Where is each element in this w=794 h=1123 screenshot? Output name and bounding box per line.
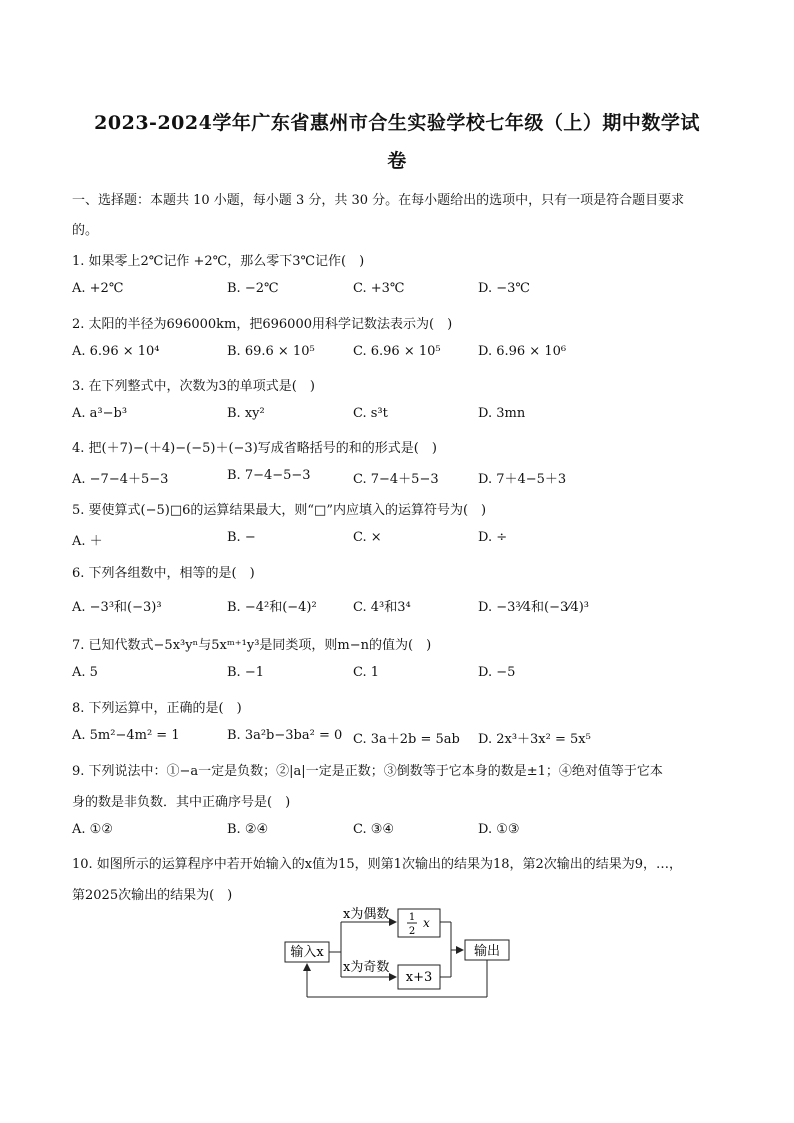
option-a: A. 5m²−4m² = 1 bbox=[72, 728, 180, 743]
option-d: D. −5 bbox=[478, 665, 516, 680]
option-c: C. × bbox=[353, 530, 382, 545]
question-5-stem: 5. 要使算式(−5)□6的运算结果最大，则“□”内应填入的运算符号为( ) bbox=[72, 503, 487, 518]
plus-3-label: x+3 bbox=[405, 970, 433, 985]
section-heading-line2: 的。 bbox=[72, 223, 99, 238]
option-c: C. 3a＋2b = 5ab bbox=[353, 732, 460, 747]
option-d: D. ÷ bbox=[478, 530, 508, 545]
section-heading-line1: 一、选择题：本题共 10 小题，每小题 3 分，共 30 分。在每小题给出的选项中，只有一项是符合题目要求 bbox=[72, 193, 685, 208]
question-10-stem: 10. 如图所示的运算程序中若开始输入的x值为15，则第1次输出的结果为18，第2次输出的结果为9，…， bbox=[72, 857, 683, 872]
question-4-stem: 4. 把(＋7)−(＋4)−(−5)＋(−3)写成省略括号的和的形式是( ) bbox=[72, 441, 437, 456]
option-d: D. ①③ bbox=[478, 822, 520, 837]
exam-title-line2: 卷 bbox=[387, 150, 407, 172]
option-d: D. 2x³＋3x² = 5x⁵ bbox=[478, 732, 591, 747]
question-9-options bbox=[72, 822, 732, 840]
option-c: C. ③④ bbox=[353, 822, 395, 837]
even-label: x为偶数 bbox=[343, 907, 390, 922]
option-d: D. −3℃ bbox=[478, 281, 530, 296]
option-d: D. 6.96 × 10⁶ bbox=[478, 344, 567, 359]
option-c: C. 6.96 × 10⁵ bbox=[353, 344, 441, 359]
question-7-stem: 7. 已知代数式−5x³yⁿ与5xᵐ⁺¹y³是同类项，则m−n的值为( ) bbox=[72, 638, 432, 653]
option-d: D. 3mn bbox=[478, 406, 526, 421]
question-4-options bbox=[72, 468, 732, 486]
question-3-options bbox=[72, 406, 732, 424]
question-3-stem: 3. 在下列整式中，次数为3的单项式是( ) bbox=[72, 379, 315, 394]
option-a: A. ①② bbox=[72, 822, 113, 837]
option-a: A. +2℃ bbox=[72, 281, 124, 296]
input-label: 输入x bbox=[290, 945, 324, 960]
question-1-stem: 1. 如果零上2℃记作 +2℃，那么零下3℃记作( ) bbox=[72, 254, 365, 269]
flow-diagram bbox=[283, 905, 513, 1001]
question-1-options bbox=[72, 281, 732, 299]
option-c: C. s³t bbox=[353, 406, 388, 421]
option-b: B. −1 bbox=[227, 665, 264, 680]
option-b: B. − bbox=[227, 530, 256, 545]
option-a: A. −3³和(−3)³ bbox=[72, 600, 162, 615]
fraction-numerator: 1 bbox=[408, 912, 416, 923]
option-d: D. 7＋4−5＋3 bbox=[478, 472, 567, 487]
option-c: C. 7−4＋5−3 bbox=[353, 472, 439, 487]
question-9-stem: 9. 下列说法中：①−a一定是负数；②|a|一定是正数；③倒数等于它本身的数是±1；④绝对值等于它本 bbox=[72, 764, 663, 779]
question-8-stem: 8. 下列运算中，正确的是( ) bbox=[72, 701, 242, 716]
question-9-stem-cont: 身的数是非负数．其中正确序号是( ) bbox=[72, 795, 291, 810]
option-b: B. 7−4−5−3 bbox=[227, 468, 311, 483]
option-b: B. 69.6 × 10⁵ bbox=[227, 344, 315, 359]
option-a: A. −7−4＋5−3 bbox=[72, 472, 169, 487]
fraction-denominator: 2 bbox=[408, 926, 416, 937]
option-a: A. 6.96 × 10⁴ bbox=[72, 344, 160, 359]
question-10-stem-cont: 第2025次输出的结果为( ) bbox=[72, 888, 233, 903]
odd-label: x为奇数 bbox=[343, 960, 390, 975]
question-2-stem: 2. 太阳的半径为696000km，把696000用科学记数法表示为( ) bbox=[72, 317, 453, 332]
question-7-options bbox=[72, 665, 732, 683]
option-b: B. xy² bbox=[227, 406, 265, 421]
question-5-options bbox=[72, 530, 732, 548]
option-b: B. −2℃ bbox=[227, 281, 279, 296]
exam-title-line1: 2023-2024学年广东省惠州市合生实验学校七年级（上）期中数学试 bbox=[94, 112, 700, 134]
question-2-options bbox=[72, 344, 732, 362]
option-b: B. ②④ bbox=[227, 822, 269, 837]
option-a: A. ＋ bbox=[72, 534, 103, 549]
option-c: C. +3℃ bbox=[353, 281, 405, 296]
question-8-options bbox=[72, 728, 732, 746]
option-d: D. −3³⁄4和(−3⁄4)³ bbox=[478, 600, 590, 615]
question-6-options bbox=[72, 596, 732, 614]
output-label: 输出 bbox=[473, 944, 501, 959]
option-b: B. −4²和(−4)² bbox=[227, 600, 317, 615]
half-x-box bbox=[398, 909, 440, 937]
option-a: A. 5 bbox=[72, 665, 98, 680]
question-6-stem: 6. 下列各组数中，相等的是( ) bbox=[72, 566, 255, 581]
option-c: C. 1 bbox=[353, 665, 380, 680]
option-a: A. a³−b³ bbox=[72, 406, 128, 421]
fraction-variable: x bbox=[423, 916, 430, 930]
option-c: C. 4³和3⁴ bbox=[353, 600, 411, 615]
option-b: B. 3a²b−3ba² = 0 bbox=[227, 728, 343, 743]
